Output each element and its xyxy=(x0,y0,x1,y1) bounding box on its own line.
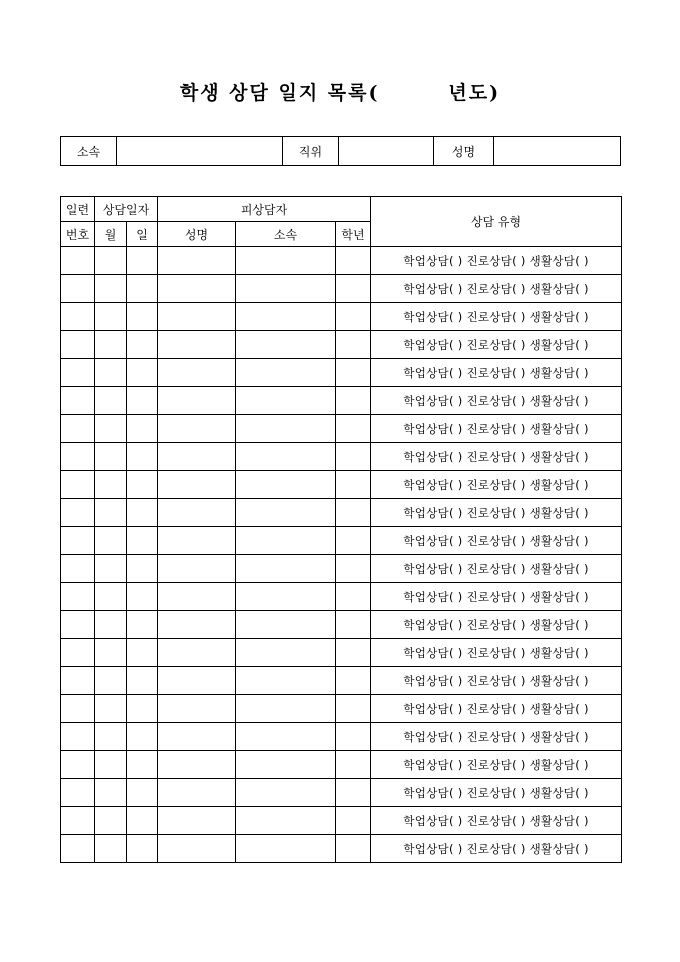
day-cell[interactable] xyxy=(127,695,158,723)
counseling-type-options[interactable]: 학업상담( ) 진로상담( ) 생활상담( ) xyxy=(371,639,622,667)
position-field[interactable] xyxy=(339,137,434,166)
serial-cell[interactable] xyxy=(61,303,95,331)
table-row xyxy=(61,443,622,471)
name-cell[interactable] xyxy=(158,555,236,583)
day-cell[interactable] xyxy=(127,387,158,415)
day-cell[interactable] xyxy=(127,807,158,835)
counseling-log-table xyxy=(60,196,622,863)
affiliation-cell[interactable] xyxy=(236,751,336,779)
log-rows xyxy=(61,247,622,863)
day-cell[interactable] xyxy=(127,639,158,667)
header-affiliation: 소속 xyxy=(236,222,336,247)
name-cell[interactable] xyxy=(158,583,236,611)
table-row xyxy=(61,751,622,779)
month-cell[interactable] xyxy=(95,527,127,555)
month-cell[interactable] xyxy=(95,303,127,331)
affiliation-cell[interactable] xyxy=(236,583,336,611)
header-month: 월 xyxy=(95,222,127,247)
serial-cell[interactable] xyxy=(61,443,95,471)
serial-cell[interactable] xyxy=(61,247,95,275)
month-cell[interactable] xyxy=(95,835,127,863)
table-row xyxy=(61,499,622,527)
name-cell[interactable] xyxy=(158,275,236,303)
affiliation-cell[interactable] xyxy=(236,359,336,387)
grade-cell[interactable] xyxy=(336,415,371,443)
affiliation-cell[interactable] xyxy=(236,303,336,331)
name-cell[interactable] xyxy=(158,359,236,387)
serial-cell[interactable] xyxy=(61,583,95,611)
name-cell[interactable] xyxy=(158,303,236,331)
table-row xyxy=(61,667,622,695)
counseling-type-options[interactable]: 학업상담( ) 진로상담( ) 생활상담( ) xyxy=(371,387,622,415)
day-cell[interactable] xyxy=(127,723,158,751)
month-cell[interactable] xyxy=(95,723,127,751)
grade-cell[interactable] xyxy=(336,779,371,807)
serial-cell[interactable] xyxy=(61,527,95,555)
table-row xyxy=(61,611,622,639)
month-cell[interactable] xyxy=(95,583,127,611)
table-row xyxy=(61,639,622,667)
header-counseling-type: 상담 유형 xyxy=(371,197,622,247)
name-cell[interactable] xyxy=(158,499,236,527)
day-cell[interactable] xyxy=(127,583,158,611)
table-row xyxy=(61,415,622,443)
name-cell[interactable] xyxy=(158,527,236,555)
month-cell[interactable] xyxy=(95,387,127,415)
table-row xyxy=(61,835,622,863)
affiliation-cell[interactable] xyxy=(236,835,336,863)
month-cell[interactable] xyxy=(95,247,127,275)
month-cell[interactable] xyxy=(95,471,127,499)
counseling-type-options[interactable]: 학업상담( ) 진로상담( ) 생활상담( ) xyxy=(371,667,622,695)
day-cell[interactable] xyxy=(127,527,158,555)
grade-cell[interactable] xyxy=(336,527,371,555)
name-cell[interactable] xyxy=(158,751,236,779)
grade-cell[interactable] xyxy=(336,639,371,667)
name-cell[interactable] xyxy=(158,387,236,415)
affiliation-cell[interactable] xyxy=(236,639,336,667)
affiliation-cell[interactable] xyxy=(236,527,336,555)
table-row xyxy=(61,359,622,387)
grade-cell[interactable] xyxy=(336,807,371,835)
name-cell[interactable] xyxy=(158,331,236,359)
table-row xyxy=(61,303,622,331)
day-cell[interactable] xyxy=(127,443,158,471)
serial-cell[interactable] xyxy=(61,359,95,387)
day-cell[interactable] xyxy=(127,275,158,303)
day-cell[interactable] xyxy=(127,303,158,331)
affiliation-cell[interactable] xyxy=(236,415,336,443)
author-info-table xyxy=(60,136,621,166)
counseling-type-options[interactable]: 학업상담( ) 진로상담( ) 생활상담( ) xyxy=(371,807,622,835)
grade-cell[interactable] xyxy=(336,555,371,583)
table-row xyxy=(61,583,622,611)
month-cell[interactable] xyxy=(95,751,127,779)
serial-cell[interactable] xyxy=(61,779,95,807)
affiliation-cell[interactable] xyxy=(236,807,336,835)
counseling-type-options[interactable]: 학업상담( ) 진로상담( ) 생활상담( ) xyxy=(371,331,622,359)
grade-cell[interactable] xyxy=(336,443,371,471)
counseling-type-options[interactable]: 학업상담( ) 진로상담( ) 생활상담( ) xyxy=(371,555,622,583)
counseling-type-options[interactable]: 학업상담( ) 진로상담( ) 생활상담( ) xyxy=(371,303,622,331)
affiliation-field[interactable] xyxy=(117,137,283,166)
grade-cell[interactable] xyxy=(336,303,371,331)
day-cell[interactable] xyxy=(127,359,158,387)
name-cell[interactable] xyxy=(158,807,236,835)
page-title: 학생 상담 일지 목록( 년도) xyxy=(179,82,501,104)
grade-cell[interactable] xyxy=(336,359,371,387)
counseling-type-options[interactable]: 학업상담( ) 진로상담( ) 생활상담( ) xyxy=(371,471,622,499)
table-row xyxy=(61,779,622,807)
affiliation-cell[interactable] xyxy=(236,331,336,359)
month-cell[interactable] xyxy=(95,695,127,723)
table-row xyxy=(61,555,622,583)
counseling-type-options[interactable]: 학업상담( ) 진로상담( ) 생활상담( ) xyxy=(371,583,622,611)
header-day: 일 xyxy=(127,222,158,247)
name-label: 성명 xyxy=(434,137,494,166)
serial-cell[interactable] xyxy=(61,695,95,723)
month-cell[interactable] xyxy=(95,359,127,387)
serial-cell[interactable] xyxy=(61,415,95,443)
day-cell[interactable] xyxy=(127,751,158,779)
name-cell[interactable] xyxy=(158,639,236,667)
serial-cell[interactable] xyxy=(61,667,95,695)
name-field[interactable] xyxy=(494,137,621,166)
day-cell[interactable] xyxy=(127,415,158,443)
grade-cell[interactable] xyxy=(336,667,371,695)
day-cell[interactable] xyxy=(127,555,158,583)
position-label: 직위 xyxy=(283,137,339,166)
day-cell[interactable] xyxy=(127,611,158,639)
grade-cell[interactable] xyxy=(336,695,371,723)
name-cell[interactable] xyxy=(158,471,236,499)
counseling-type-options[interactable]: 학업상담( ) 진로상담( ) 생활상담( ) xyxy=(371,723,622,751)
grade-cell[interactable] xyxy=(336,723,371,751)
counseling-type-options[interactable]: 학업상담( ) 진로상담( ) 생활상담( ) xyxy=(371,527,622,555)
grade-cell[interactable] xyxy=(336,387,371,415)
header-counselee: 피상담자 xyxy=(158,197,371,222)
table-row xyxy=(61,275,622,303)
serial-cell[interactable] xyxy=(61,723,95,751)
grade-cell[interactable] xyxy=(336,583,371,611)
day-cell[interactable] xyxy=(127,247,158,275)
affiliation-cell[interactable] xyxy=(236,779,336,807)
month-cell[interactable] xyxy=(95,807,127,835)
counseling-type-options[interactable]: 학업상담( ) 진로상담( ) 생활상담( ) xyxy=(371,499,622,527)
affiliation-cell[interactable] xyxy=(236,387,336,415)
day-cell[interactable] xyxy=(127,779,158,807)
header-grade: 학년 xyxy=(336,222,371,247)
header-serial-line1: 일련 xyxy=(61,197,95,222)
grade-cell[interactable] xyxy=(336,835,371,863)
serial-cell[interactable] xyxy=(61,555,95,583)
grade-cell[interactable] xyxy=(336,275,371,303)
name-cell[interactable] xyxy=(158,611,236,639)
table-row xyxy=(61,387,622,415)
day-cell[interactable] xyxy=(127,471,158,499)
month-cell[interactable] xyxy=(95,639,127,667)
serial-cell[interactable] xyxy=(61,639,95,667)
grade-cell[interactable] xyxy=(336,331,371,359)
month-cell[interactable] xyxy=(95,779,127,807)
header-serial-line2: 번호 xyxy=(61,222,95,247)
affiliation-cell[interactable] xyxy=(236,499,336,527)
affiliation-cell[interactable] xyxy=(236,611,336,639)
table-row xyxy=(61,331,622,359)
name-cell[interactable] xyxy=(158,247,236,275)
table-row xyxy=(61,247,622,275)
affiliation-cell[interactable] xyxy=(236,695,336,723)
affiliation-cell[interactable] xyxy=(236,275,336,303)
table-row xyxy=(61,723,622,751)
counseling-type-options[interactable]: 학업상담( ) 진로상담( ) 생활상담( ) xyxy=(371,611,622,639)
affiliation-cell[interactable] xyxy=(236,247,336,275)
table-row xyxy=(61,471,622,499)
name-cell[interactable] xyxy=(158,695,236,723)
month-cell[interactable] xyxy=(95,555,127,583)
serial-cell[interactable] xyxy=(61,807,95,835)
serial-cell[interactable] xyxy=(61,835,95,863)
affiliation-cell[interactable] xyxy=(236,555,336,583)
affiliation-cell[interactable] xyxy=(236,443,336,471)
affiliation-cell[interactable] xyxy=(236,471,336,499)
month-cell[interactable] xyxy=(95,275,127,303)
affiliation-cell[interactable] xyxy=(236,723,336,751)
affiliation-label: 소속 xyxy=(61,137,117,166)
month-cell[interactable] xyxy=(95,443,127,471)
serial-cell[interactable] xyxy=(61,471,95,499)
counseling-type-options[interactable]: 학업상담( ) 진로상담( ) 생활상담( ) xyxy=(371,779,622,807)
counseling-type-options[interactable]: 학업상담( ) 진로상담( ) 생활상담( ) xyxy=(371,835,622,863)
table-row xyxy=(61,695,622,723)
grade-cell[interactable] xyxy=(336,751,371,779)
name-cell[interactable] xyxy=(158,415,236,443)
header-name: 성명 xyxy=(158,222,236,247)
serial-cell[interactable] xyxy=(61,611,95,639)
table-row xyxy=(61,527,622,555)
counseling-type-options[interactable]: 학업상담( ) 진로상담( ) 생활상담( ) xyxy=(371,415,622,443)
affiliation-cell[interactable] xyxy=(236,667,336,695)
counseling-type-options[interactable]: 학업상담( ) 진로상담( ) 생활상담( ) xyxy=(371,695,622,723)
month-cell[interactable] xyxy=(95,499,127,527)
month-cell[interactable] xyxy=(95,611,127,639)
serial-cell[interactable] xyxy=(61,331,95,359)
day-cell[interactable] xyxy=(127,835,158,863)
counseling-type-options[interactable]: 학업상담( ) 진로상담( ) 생활상담( ) xyxy=(371,359,622,387)
month-cell[interactable] xyxy=(95,667,127,695)
day-cell[interactable] xyxy=(127,499,158,527)
month-cell[interactable] xyxy=(95,415,127,443)
day-cell[interactable] xyxy=(127,331,158,359)
name-cell[interactable] xyxy=(158,443,236,471)
counseling-type-options[interactable]: 학업상담( ) 진로상담( ) 생활상담( ) xyxy=(371,443,622,471)
name-cell[interactable] xyxy=(158,779,236,807)
name-cell[interactable] xyxy=(158,667,236,695)
grade-cell[interactable] xyxy=(336,247,371,275)
grade-cell[interactable] xyxy=(336,471,371,499)
grade-cell[interactable] xyxy=(336,499,371,527)
header-counseling-date: 상담일자 xyxy=(95,197,158,222)
day-cell[interactable] xyxy=(127,667,158,695)
counseling-type-options[interactable]: 학업상담( ) 진로상담( ) 생활상담( ) xyxy=(371,275,622,303)
table-row xyxy=(61,807,622,835)
name-cell[interactable] xyxy=(158,723,236,751)
counseling-type-options[interactable]: 학업상담( ) 진로상담( ) 생활상담( ) xyxy=(371,247,622,275)
grade-cell[interactable] xyxy=(336,611,371,639)
serial-cell[interactable] xyxy=(61,751,95,779)
serial-cell[interactable] xyxy=(61,275,95,303)
serial-cell[interactable] xyxy=(61,499,95,527)
month-cell[interactable] xyxy=(95,331,127,359)
serial-cell[interactable] xyxy=(61,387,95,415)
name-cell[interactable] xyxy=(158,835,236,863)
counseling-type-options[interactable]: 학업상담( ) 진로상담( ) 생활상담( ) xyxy=(371,751,622,779)
